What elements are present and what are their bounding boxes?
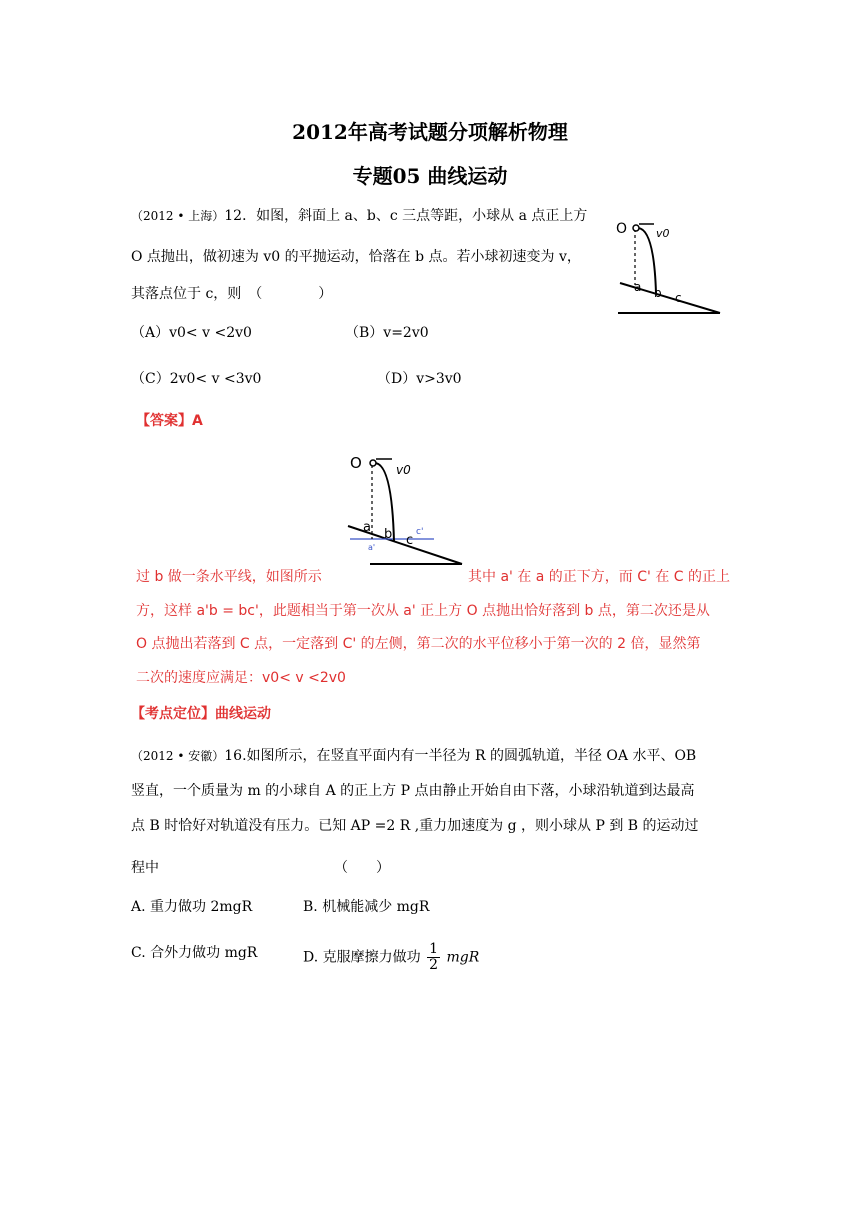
label-v0: v0: [656, 227, 670, 240]
q16-line1: [131, 745, 696, 765]
explanation-line1-left: 过 b 做一条水平线，如图所示: [136, 569, 322, 585]
label-O: O: [350, 454, 362, 472]
label-O: O: [616, 221, 628, 237]
q12-option-b: （B）v=2v0: [345, 325, 429, 341]
q16-option-d: [303, 942, 479, 973]
q12-figure: [612, 215, 724, 320]
q12-line3: 其落点位于 c，则 （ ）: [131, 286, 333, 302]
q12-source: （2012 • 上海）: [131, 209, 225, 223]
label-b: b: [654, 286, 662, 300]
ball-icon: [370, 460, 376, 466]
q16-option-d-suffix: mgR: [446, 949, 480, 966]
q12-option-c: （C）2v0< v <3v0: [131, 371, 262, 387]
q16-line3: 点 B 时恰好对轨道没有压力。已知 AP =2 R ,重力加速度为 g ，则小球从 P 到 B 的运动过: [131, 818, 699, 834]
q16-option-b: B. 机械能减少 mgR: [303, 899, 430, 915]
q16-option-c: C. 合外力做功 mgR: [131, 945, 258, 961]
q16-option-a: A. 重力做功 2mgR: [131, 899, 253, 915]
explanation-line3: O 点抛出若落到 C 点，一定落到 C' 的左侧，第二次的水平位移小于第一次的 2 倍，显然第: [136, 636, 701, 652]
q16-source: （2012 • 安徽）: [131, 749, 225, 763]
ball-icon: [633, 225, 639, 231]
fraction-denominator: 2: [429, 957, 439, 973]
explanation-line1-right: 其中 a' 在 a 的正下方，而 C' 在 C 的正上: [468, 569, 731, 585]
fraction-numerator: 1: [429, 941, 439, 957]
q12-option-d: （D）v>3v0: [377, 371, 462, 387]
label-a: a: [363, 520, 371, 535]
q12-line2: O 点抛出，做初速为 v0 的平抛运动，恰落在 b 点。若小球初速变为 v，: [131, 249, 581, 265]
page-subtitle: 专题05 曲线运动: [352, 164, 508, 188]
label-c-prime: c': [416, 527, 424, 537]
label-c: c: [675, 291, 682, 305]
label-b: b: [384, 527, 393, 542]
knowledge-point-label: 【考点定位】曲线运动: [131, 706, 271, 722]
q16-option-d-prefix: D. 克服摩擦力做功: [303, 949, 421, 966]
answer-figure: [336, 448, 464, 570]
explanation-line2: 方，这样 a'b = bc'，此题相当于第一次从 a' 正上方 O 点抛出恰好落到 b 点，第二次还是从: [136, 603, 710, 619]
q12-option-a: （A）v0< v <2v0: [131, 325, 252, 341]
q12-text1: 12．如图，斜面上 a、b、c 三点等距，小球从 a 点正上方: [224, 208, 588, 224]
answer-label: 【答案】A: [136, 413, 203, 429]
q16-line4: 程中 （ ）: [131, 860, 390, 876]
label-c: c: [406, 533, 414, 548]
fraction-one-half: [427, 942, 440, 973]
label-a: a: [634, 280, 642, 294]
label-v0: v0: [396, 463, 411, 477]
q16-line2: 竖直，一个质量为 m 的小球自 A 的正上方 P 点由静止开始自由下落，小球沿轨道到达最高: [131, 783, 695, 799]
explanation-line4: 二次的速度应满足：v0< v <2v0: [136, 670, 346, 686]
label-a-prime: a': [368, 543, 376, 552]
page-title: 2012年高考试题分项解析物理: [292, 120, 568, 144]
q12-line1: [131, 205, 587, 225]
q16-text1: 16.如图所示，在竖直平面内有一半径为 R 的圆弧轨道，半径 OA 水平、OB: [224, 748, 697, 764]
